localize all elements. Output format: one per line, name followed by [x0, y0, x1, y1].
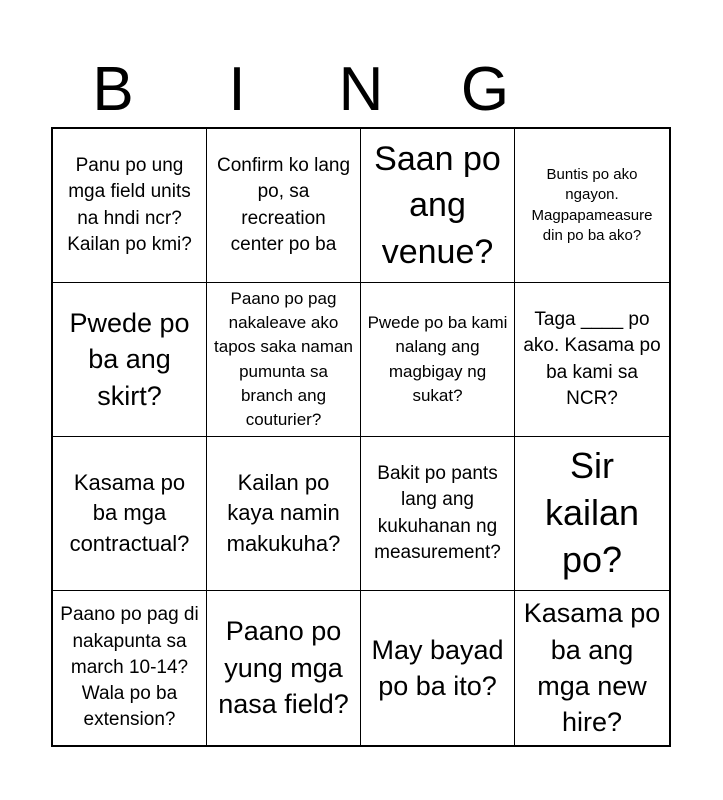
bingo-cell-r1c3[interactable] — [361, 129, 515, 283]
bingo-cell-r4c2[interactable] — [207, 591, 361, 745]
bingo-cell-r2c2[interactable] — [207, 283, 361, 437]
header-letter-g: G — [460, 55, 510, 124]
cell-text: Saan po ang venue? — [374, 140, 501, 271]
bingo-cell-r2c3[interactable] — [361, 283, 515, 437]
cell-text: Pwede po ba kami nalang ang magbigay ng sukat? — [367, 313, 508, 405]
bingo-cell-r2c1[interactable] — [53, 283, 207, 437]
bingo-cell-r1c2[interactable] — [207, 129, 361, 283]
cell-text: Sir kailan po? — [544, 445, 640, 580]
cell-text: Paano po yung mga nasa field? — [218, 616, 349, 720]
cell-text: Bakit po pants lang ang kukuhanan ng measurement? — [374, 463, 501, 563]
cell-text: Panu po ung mga field units na hndi ncr? Kailan po kmi? — [67, 155, 192, 255]
cell-text: Kasama po ba mga contractual? — [69, 469, 190, 556]
bingo-cell-r1c1[interactable] — [53, 129, 207, 283]
bingo-board — [51, 127, 671, 747]
cell-text: Pwede po ba ang skirt? — [69, 307, 190, 411]
cell-text: May bayad po ba ito? — [371, 634, 504, 701]
cell-text: Paano po pag nakaleave ako tapos saka naman pumunta sa branch ang couturier? — [214, 289, 353, 429]
bingo-header — [51, 52, 671, 128]
bingo-cell-r4c1[interactable] — [53, 591, 207, 745]
cell-text: Buntis po ako ngayon. Magpapameasure din po ba ako? — [531, 166, 653, 244]
header-letter-i: I — [228, 55, 246, 124]
bingo-cell-r3c2[interactable] — [207, 437, 361, 591]
bingo-cell-r3c4[interactable] — [515, 437, 669, 591]
bingo-cell-r4c3[interactable] — [361, 591, 515, 745]
header-letter-b: B — [92, 55, 134, 124]
cell-text: Taga ____ po ako. Kasama po ba kami sa NCR? — [523, 309, 661, 409]
cell-text: Kailan po kaya namin makukuha? — [226, 469, 341, 556]
cell-text: Confirm ko lang po, sa recreation center po ba — [216, 155, 351, 255]
cell-text: Kasama po ba ang mga new hire? — [523, 598, 661, 738]
cell-text: Paano po pag di nakapunta sa march 10-14? Wala po ba extension? — [60, 604, 199, 731]
bingo-cell-r4c4[interactable] — [515, 591, 669, 745]
bingo-cell-r3c3[interactable] — [361, 437, 515, 591]
header-letter-n: N — [338, 55, 384, 124]
bingo-cell-r2c4[interactable] — [515, 283, 669, 437]
bingo-cell-r3c1[interactable] — [53, 437, 207, 591]
bingo-cell-r1c4[interactable] — [515, 129, 669, 283]
